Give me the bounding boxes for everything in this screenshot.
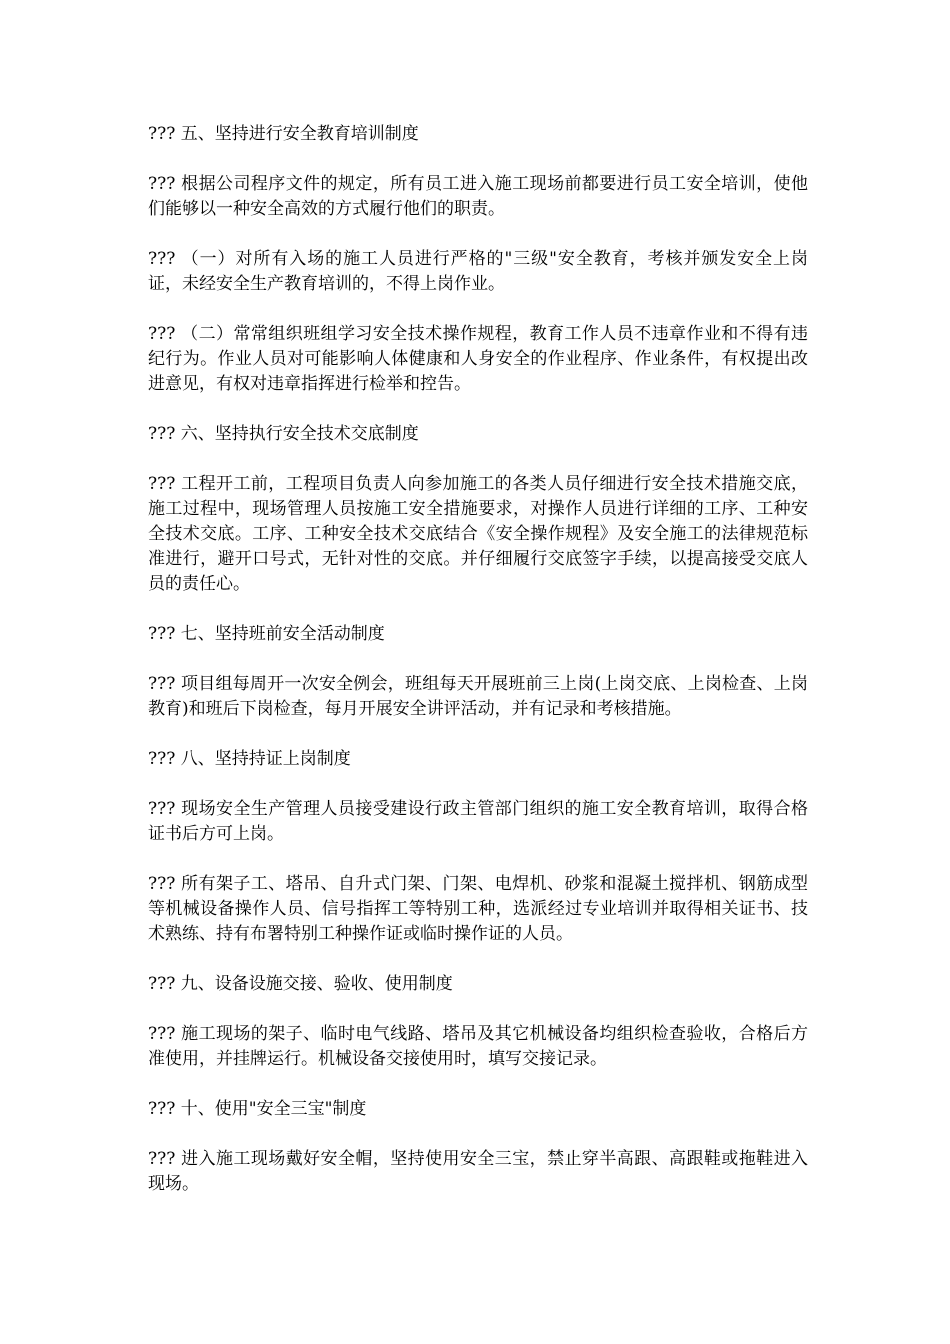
- section-heading-10: ??? 十、使用"安全三宝"制度: [148, 1099, 367, 1119]
- section-heading-6: ??? 六、坚持执行安全技术交底制度: [148, 424, 419, 444]
- paragraph-item-2: ??? （二）常常组织班组学习安全技术操作规程，教育工作人员不违章作业和不得有违纪行为。作业人员对可能影响人体健康和人身安全的作业程序、作业条件，有权提出改进意见，有权对违章指挥进行检举和控告。: [148, 324, 808, 394]
- paragraph-item-1: ??? （一）对所有入场的施工人员进行严格的"三级"安全教育，考核并颁发安全上岗证，未经安全生产教育培训的，不得上岗作业。: [148, 249, 808, 294]
- paragraph-special-workers: ??? 所有架子工、塔吊、自升式门架、门架、电焊机、砂浆和混凝土搅拌机、钢筋成型等机械设备操作人员、信号指挥工等特别工种，选派经过专业培训并取得相关证书、技术熟练、持有布署特别工种操作证或临时操作证的人员。: [148, 874, 808, 944]
- paragraph-equipment-acceptance: ??? 施工现场的架子、临时电气线路、塔吊及其它机械设备均组织检查验收，合格后方准使用，并挂牌运行。机械设备交接使用时，填写交接记录。: [148, 1024, 808, 1069]
- paragraph-certified-managers: ??? 现场安全生产管理人员接受建设行政主管部门组织的施工安全教育培训，取得合格证书后方可上岗。: [148, 799, 808, 844]
- section-heading-8: ??? 八、坚持持证上岗制度: [148, 749, 351, 769]
- paragraph-safety-gear: ??? 进入施工现场戴好安全帽，坚持使用安全三宝，禁止穿半高跟、高跟鞋或拖鞋进入现场。: [148, 1149, 808, 1194]
- section-heading-5: ??? 五、坚持进行安全教育培训制度: [148, 124, 419, 144]
- section-heading-9: ??? 九、设备设施交接、验收、使用制度: [148, 974, 453, 994]
- paragraph-technical-briefing: ??? 工程开工前，工程项目负责人向参加施工的各类人员仔细进行安全技术措施交底，施工过程中，现场管理人员按施工安全措施要求，对操作人员进行详细的工序、工种安全技术交底。工序、工种安全技术交底结合《安全操作规程》及安全施工的法律规范标准进行，避开口号式，无针对性的交底。并仔细履行交底签字手续，以提高接受交底人员的责任心。: [148, 474, 808, 594]
- document-body: [148, 122, 808, 1222]
- section-heading-7: ??? 七、坚持班前安全活动制度: [148, 624, 385, 644]
- paragraph-pre-shift-activity: ??? 项目组每周开一次安全例会，班组每天开展班前三上岗(上岗交底、上岗检查、上岗教育)和班后下岗检查，每月开展安全讲评活动，并有记录和考核措施。: [148, 674, 808, 719]
- paragraph-training-intro: ??? 根据公司程序文件的规定，所有员工进入施工现场前都要进行员工安全培训，使他们能够以一种安全高效的方式履行他们的职责。: [148, 174, 808, 219]
